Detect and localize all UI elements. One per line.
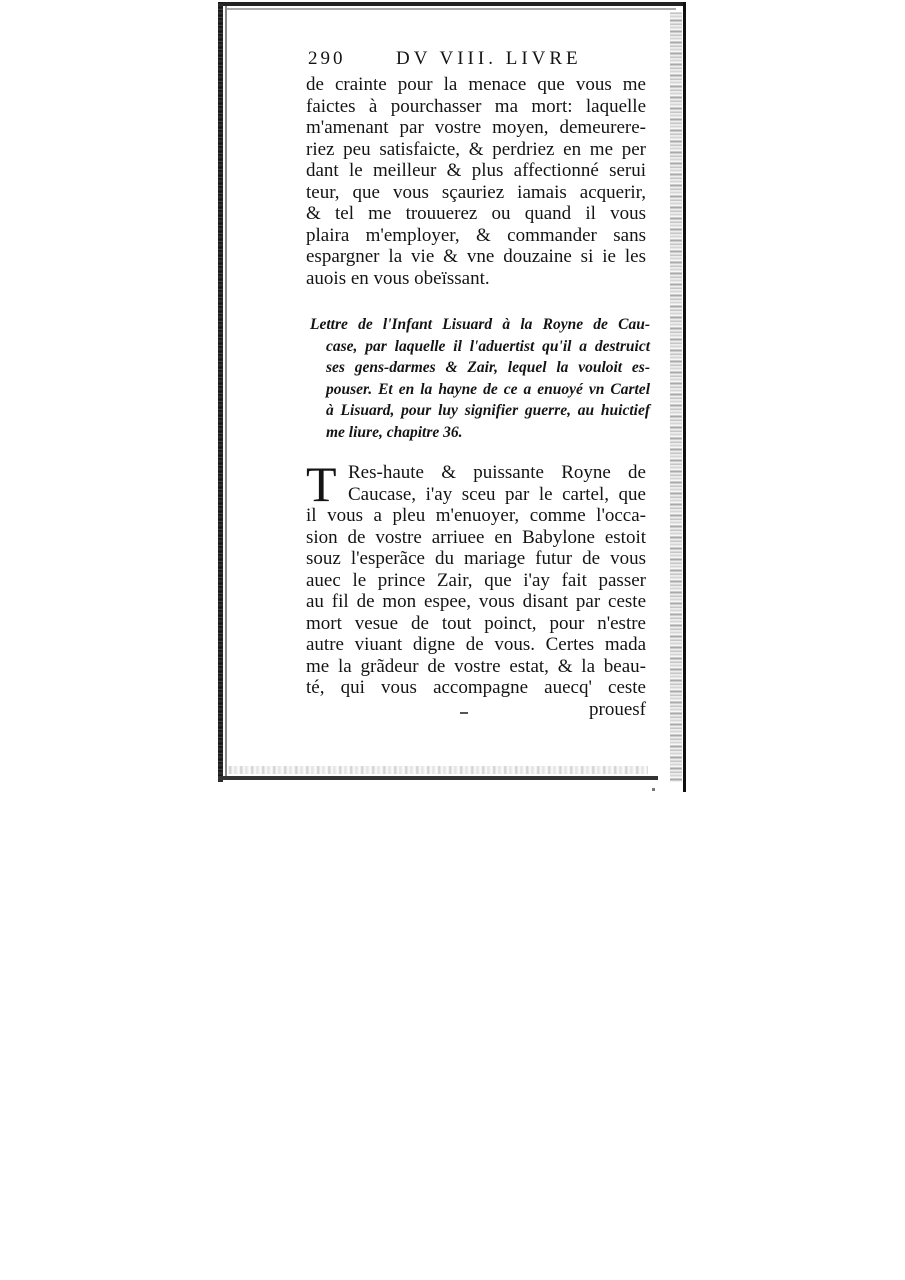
page-header (308, 48, 688, 74)
heading-line: Lettre de l'Infant Lisuard à la Royne de Cau- (310, 316, 650, 333)
body-line: teur, que vous sçauriez iamais acquerir, (306, 181, 646, 203)
scanned-page (218, 2, 686, 792)
page-edge-right-speckle (670, 12, 682, 782)
letter-line: té, qui vous accompagne auecq' ceste (306, 677, 646, 698)
page-edge-top (218, 2, 686, 6)
page-edge-right (683, 2, 686, 792)
catchword: prouesf (589, 698, 646, 720)
heading-line: pouser. Et en la hayne de ce a enuoyé vn Cartel (326, 380, 650, 398)
body-line: espargner la vie & vne douzaine si ie les (306, 246, 646, 267)
body-line: & tel me trouuerez ou quand il vous (306, 203, 646, 224)
page-edge-left (218, 2, 223, 782)
chapter-heading (310, 314, 650, 443)
letter-line: Caucase, i'ay sceu par le cartel, que (348, 483, 646, 505)
body-line: de crainte pour la menace que vous me (306, 74, 646, 95)
letter-line: au fil de mon espee, vous disant par ceste (306, 591, 646, 612)
heading-line: ses gens-darmes & Zair, lequel la vouloit es- (326, 359, 650, 376)
page-edge-top-inner (226, 8, 676, 10)
body-line: faictes à pourchasser ma mort: laquelle (306, 95, 646, 117)
body-line: m'amenant par vostre moyen, demeurere- (306, 117, 646, 138)
page-edge-bottom-speckle (228, 766, 648, 774)
letter-line: sion de vostre arriuee en Babylone estoit (306, 526, 646, 548)
page-number: 290 (308, 48, 346, 69)
body-line: plaira m'employer, & commander sans (306, 224, 646, 246)
letter-line: Res-haute & puissante Royne de (348, 462, 646, 483)
body-line: auois en vous obeïssant. (306, 267, 490, 289)
ink-mark (460, 712, 468, 714)
letter-line: autre viuant digne de vous. Certes mada (306, 634, 646, 655)
letter-text (306, 456, 646, 720)
body-line: riez peu satisfaicte, & perdriez en me per (306, 138, 646, 160)
drop-cap: T (306, 456, 337, 512)
letter-line: mort vesue de tout poinct, pour n'estre (306, 612, 646, 634)
letter-line: auec le prince Zair, que i'ay fait passer (306, 569, 646, 591)
ink-speck (652, 788, 655, 791)
heading-line: case, par laquelle il l'aduertist qu'il a destruict (326, 337, 650, 355)
running-head: DV VIII. LIVRE (396, 48, 582, 69)
page-edge-left-inner (225, 6, 227, 776)
body-line: dant le meilleur & plus affectionné serui (306, 160, 646, 181)
letter-line: il vous a pleu m'enuoyer, comme l'occa- (306, 505, 646, 526)
body-text (306, 74, 646, 289)
letter-line: souz l'esperãce du mariage futur de vous (306, 548, 646, 569)
letter-line: me la grãdeur de vostre estat, & la beau- (306, 655, 646, 677)
heading-line: à Lisuard, pour luy signifier guerre, au huictief (326, 402, 650, 419)
heading-line: me liure, chapitre 36. (326, 423, 463, 441)
page-edge-bottom (218, 776, 658, 780)
